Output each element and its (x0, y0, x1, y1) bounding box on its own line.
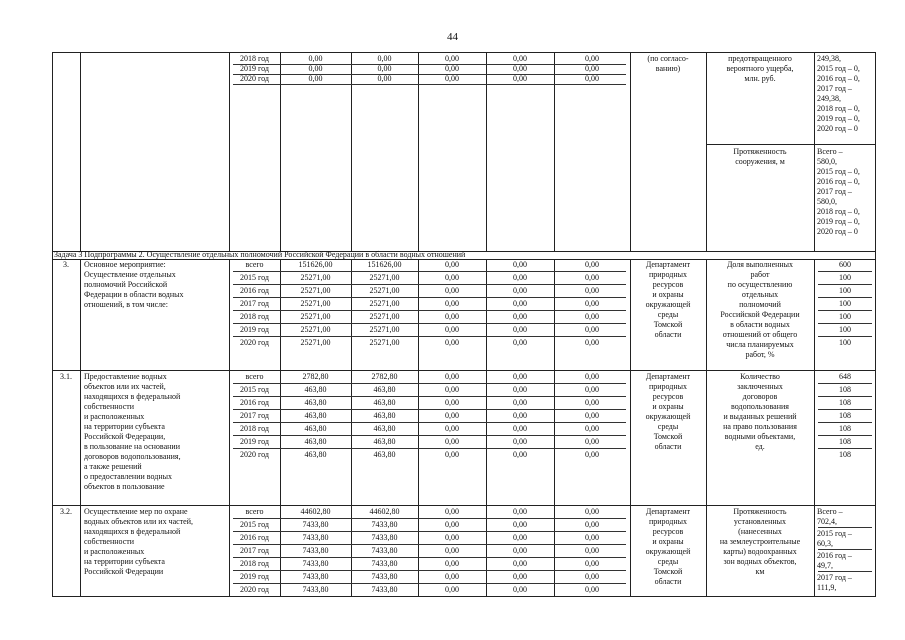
federal-amount: 463,80 (373, 385, 396, 394)
amount-cell: 0,00 (585, 286, 599, 295)
amount-cell: 0,00 (445, 338, 459, 347)
year-label: всего (245, 372, 264, 381)
federal-amount: 463,80 (373, 450, 396, 459)
sub-line (233, 435, 626, 436)
indicator-values: Всего – 580,0, 2015 год – 0, 2016 год – 0, 2017 год – 580,0, 2018 год – 0, 2019 год – 0, 2020 год – 0 (817, 147, 860, 236)
amount-cell: 0,00 (513, 325, 527, 334)
amount-cell: 0,00 (585, 312, 599, 321)
indicator-value: 108 (839, 398, 851, 407)
amount-cell: 0,00 (513, 312, 527, 321)
row-number: 3.2. (60, 507, 72, 516)
amount-cell: 0,00 (445, 325, 459, 334)
amount-cell: 0,00 (585, 398, 599, 407)
indicator-value: 100 (839, 325, 851, 334)
year-label: 2020 год (240, 74, 269, 83)
amount-cell: 0,00 (513, 338, 527, 347)
year-label: 2018 год (240, 312, 269, 321)
sub-line (818, 549, 872, 550)
sub-line (233, 84, 626, 85)
total-amount: 463,80 (304, 424, 327, 433)
total-amount: 7433,80 (302, 585, 329, 594)
sub-line (233, 557, 626, 558)
sub-line (233, 323, 626, 324)
indicator-value: 108 (839, 437, 851, 446)
amount-cell: 0,00 (445, 54, 459, 63)
federal-amount: 7433,80 (371, 585, 398, 594)
total-amount: 25271,00 (300, 338, 331, 347)
year-label: 2017 год (240, 299, 269, 308)
indicator-cell: предотвращенного вероятного ущерба, млн. руб. (726, 54, 794, 83)
federal-amount: 25271,00 (369, 325, 400, 334)
amount-cell: 0,00 (513, 520, 527, 529)
amount-cell: 0,00 (445, 424, 459, 433)
federal-amount: 25271,00 (369, 286, 400, 295)
year-label: 2020 год (240, 450, 269, 459)
amount-cell: 0,00 (445, 585, 459, 594)
sub-line (233, 396, 626, 397)
sub-line (233, 570, 626, 571)
amount-cell: 0,00 (513, 260, 527, 269)
amount-cell: 0,00 (513, 533, 527, 542)
total-amount: 463,80 (304, 398, 327, 407)
indicator-cell: Доля выполненных работ по осуществлению отдельных полномочий Российской Федерации в области водных отношений от общего числа планируемых работ, % (720, 260, 800, 359)
total-amount: 44602,80 (300, 507, 331, 516)
sub-line (818, 422, 872, 423)
amount-cell: 0,00 (513, 450, 527, 459)
federal-amount: 463,80 (373, 424, 396, 433)
executor-cell: Департамент природных ресурсов и охраны окружающей среды Томской области (645, 260, 691, 339)
sub-line (818, 323, 872, 324)
executor-cell: Департамент природных ресурсов и охраны окружающей среды Томской области (645, 507, 691, 586)
indicator-values: 249,38, 2015 год – 0, 2016 год – 0, 2017 год – 249,38, 2018 год – 0, 2019 год – 0, 2020 год – 0 (817, 54, 860, 133)
sub-line (233, 544, 626, 545)
indicator-cell: Количество заключенных договоров водопользования и выданных решений на право пользования водными объектами, ед. (723, 372, 797, 451)
amount-cell: 0,00 (377, 74, 392, 83)
amount-cell: 0,00 (445, 507, 459, 516)
row-number: 3. (63, 260, 69, 269)
indicator-value: 2015 год – 60,3, (817, 529, 852, 548)
indicator-value: 600 (839, 260, 851, 269)
amount-cell: 0,00 (445, 260, 459, 269)
year-label: 2015 год (240, 520, 269, 529)
executor-cell: Департамент природных ресурсов и охраны окружающей среды Томской области (645, 372, 691, 451)
col-divider (80, 52, 81, 251)
sub-line (233, 297, 626, 298)
amount-cell: 0,00 (585, 385, 599, 394)
year-label: 2019 год (240, 325, 269, 334)
amount-cell: 0,00 (513, 437, 527, 446)
total-amount: 7433,80 (302, 520, 329, 529)
sub-line (818, 396, 872, 397)
sub-line (818, 336, 872, 337)
total-amount: 25271,00 (300, 299, 331, 308)
federal-amount: 151626,00 (367, 260, 402, 269)
sub-line (818, 310, 872, 311)
year-label: 2016 год (240, 398, 269, 407)
sub-line (818, 571, 872, 572)
amount-cell: 0,00 (585, 520, 599, 529)
sub-line (818, 409, 872, 410)
amount-cell: 0,00 (445, 437, 459, 446)
amount-cell: 0,00 (585, 559, 599, 568)
col-divider (80, 259, 81, 597)
federal-amount: 463,80 (373, 398, 396, 407)
amount-cell: 0,00 (308, 64, 323, 73)
indicator-value: 108 (839, 450, 851, 459)
amount-cell: 0,00 (445, 546, 459, 555)
amount-cell: 0,00 (513, 546, 527, 555)
year-label: 2016 год (240, 286, 269, 295)
amount-cell: 0,00 (445, 273, 459, 282)
sub-line (233, 531, 626, 532)
amount-cell: 0,00 (585, 260, 599, 269)
amount-cell: 0,00 (445, 559, 459, 568)
indicator-cell: Протяженность сооружения, м (733, 147, 787, 166)
amount-cell: 0,00 (377, 64, 392, 73)
total-amount: 7433,80 (302, 572, 329, 581)
total-amount: 7433,80 (302, 533, 329, 542)
amount-cell: 0,00 (585, 325, 599, 334)
col-divider (630, 52, 631, 251)
federal-amount: 7433,80 (371, 546, 398, 555)
sub-line (233, 409, 626, 410)
indicator-value: 100 (839, 299, 851, 308)
indicator-value: 108 (839, 424, 851, 433)
sub-line (818, 284, 872, 285)
sub-line (818, 383, 872, 384)
amount-cell: 0,00 (585, 437, 599, 446)
sub-line (233, 383, 626, 384)
sub-line (818, 435, 872, 436)
year-label: всего (245, 507, 264, 516)
indicator-value: Всего – 702,4, (817, 507, 843, 526)
indicator-value: 2016 год – 49,7, (817, 551, 852, 570)
amount-cell: 0,00 (513, 507, 527, 516)
indicator-cell: Протяженность установленных (нанесенных на землеустроительные карты) водоохранных зон водных объектов, км (719, 507, 801, 576)
indicator-value: 108 (839, 385, 851, 394)
year-label: 2018 год (240, 559, 269, 568)
sub-line (233, 422, 626, 423)
federal-amount: 7433,80 (371, 533, 398, 542)
sub-line (233, 336, 626, 337)
amount-cell: 0,00 (585, 338, 599, 347)
row-divider (706, 144, 876, 145)
amount-cell: 0,00 (445, 64, 459, 73)
year-label: 2017 год (240, 546, 269, 555)
amount-cell: 0,00 (585, 546, 599, 555)
year-label: 2018 год (240, 54, 269, 63)
amount-cell: 0,00 (513, 74, 527, 83)
amount-cell: 0,00 (513, 398, 527, 407)
amount-cell: 0,00 (513, 411, 527, 420)
amount-cell: 0,00 (445, 398, 459, 407)
total-amount: 463,80 (304, 385, 327, 394)
federal-amount: 25271,00 (369, 338, 400, 347)
amount-cell: 0,00 (445, 450, 459, 459)
amount-cell: 0,00 (445, 372, 459, 381)
amount-cell: 0,00 (585, 572, 599, 581)
federal-amount: 463,80 (373, 411, 396, 420)
federal-amount: 44602,80 (369, 507, 400, 516)
federal-amount: 7433,80 (371, 572, 398, 581)
amount-cell: 0,00 (513, 585, 527, 594)
amount-cell: 0,00 (585, 64, 599, 73)
amount-cell: 0,00 (445, 572, 459, 581)
sub-line (818, 448, 872, 449)
amount-cell: 0,00 (445, 74, 459, 83)
amount-cell: 0,00 (585, 273, 599, 282)
sub-line (233, 284, 626, 285)
amount-cell: 0,00 (513, 286, 527, 295)
indicator-value: 648 (839, 372, 851, 381)
amount-cell: 0,00 (445, 411, 459, 420)
sub-line (233, 310, 626, 311)
federal-amount: 25271,00 (369, 273, 400, 282)
row-divider (52, 505, 876, 506)
amount-cell: 0,00 (585, 54, 599, 63)
amount-cell: 0,00 (513, 372, 527, 381)
amount-cell: 0,00 (513, 64, 527, 73)
row-number: 3.1. (60, 372, 72, 381)
amount-cell: 0,00 (445, 385, 459, 394)
year-label: 2016 год (240, 533, 269, 542)
measure-name: Предоставление водных объектов или их частей, находящихся в федеральной собственности и расположенных на территории субъекта Российской Федерации, в пользование на основании договоров водопользования, а также решений о предоставлении водных объектов в пользование (84, 372, 181, 491)
sub-line (233, 271, 626, 272)
amount-cell: 0,00 (585, 507, 599, 516)
amount-cell: 0,00 (585, 585, 599, 594)
indicator-value: 100 (839, 338, 851, 347)
amount-cell: 0,00 (513, 559, 527, 568)
indicator-value: 100 (839, 286, 851, 295)
amount-cell: 0,00 (445, 286, 459, 295)
measure-name: Основное мероприятие: Осуществление отдельных полномочий Российской Федерации в области водных отношений, в том числе: (84, 260, 184, 309)
amount-cell: 0,00 (585, 533, 599, 542)
amount-cell: 0,00 (585, 74, 599, 83)
amount-cell: 0,00 (513, 299, 527, 308)
amount-cell: 0,00 (445, 533, 459, 542)
task-header: Задача 3 Подпрограммы 2. Осуществление отдельных полномочий Российской Федерации в области водных отношений (54, 250, 466, 259)
sub-line (233, 518, 626, 519)
amount-cell: 0,00 (585, 299, 599, 308)
indicator-value: 108 (839, 411, 851, 420)
sub-line (818, 271, 872, 272)
indicator-value: 100 (839, 312, 851, 321)
amount-cell: 0,00 (445, 520, 459, 529)
federal-amount: 7433,80 (371, 559, 398, 568)
federal-amount: 25271,00 (369, 299, 400, 308)
year-label: 2015 год (240, 273, 269, 282)
total-amount: 151626,00 (298, 260, 333, 269)
amount-cell: 0,00 (445, 312, 459, 321)
federal-amount: 25271,00 (369, 312, 400, 321)
amount-cell: 0,00 (445, 299, 459, 308)
amount-cell: 0,00 (585, 372, 599, 381)
total-amount: 2782,80 (302, 372, 329, 381)
year-label: 2019 год (240, 64, 269, 73)
total-amount: 25271,00 (300, 312, 331, 321)
indicator-value: 100 (839, 273, 851, 282)
year-label: 2018 год (240, 424, 269, 433)
amount-cell: 0,00 (513, 385, 527, 394)
measure-name: Осуществление мер по охране водных объектов или их частей, находящихся в федеральной собственности и расположенных на территории субъекта Российской Федерации (84, 507, 194, 576)
indicator-value: 2017 год – 111,9, (817, 573, 852, 592)
total-amount: 463,80 (304, 437, 327, 446)
federal-amount: 7433,80 (371, 520, 398, 529)
federal-amount: 463,80 (373, 437, 396, 446)
sub-line (818, 527, 872, 528)
year-label: 2019 год (240, 572, 269, 581)
total-amount: 7433,80 (302, 559, 329, 568)
total-amount: 25271,00 (300, 325, 331, 334)
amount-cell: 0,00 (585, 411, 599, 420)
sub-line (233, 448, 626, 449)
total-amount: 463,80 (304, 411, 327, 420)
year-label: 2017 год (240, 411, 269, 420)
amount-cell: 0,00 (513, 424, 527, 433)
page-number: 44 (447, 31, 458, 43)
amount-cell: 0,00 (513, 273, 527, 282)
total-amount: 7433,80 (302, 546, 329, 555)
col-divider (814, 52, 815, 251)
amount-cell: 0,00 (585, 424, 599, 433)
federal-amount: 2782,80 (371, 372, 398, 381)
year-label: всего (245, 260, 264, 269)
year-label: 2019 год (240, 437, 269, 446)
amount-cell: 0,00 (585, 450, 599, 459)
total-amount: 25271,00 (300, 286, 331, 295)
amount-cell: 0,00 (308, 54, 323, 63)
amount-cell: 0,00 (513, 54, 527, 63)
row-divider (52, 370, 876, 371)
total-amount: 463,80 (304, 450, 327, 459)
year-label: 2020 год (240, 338, 269, 347)
total-amount: 25271,00 (300, 273, 331, 282)
amount-cell: 0,00 (513, 572, 527, 581)
amount-cell: 0,00 (377, 54, 392, 63)
amount-cell: 0,00 (308, 74, 323, 83)
year-label: 2020 год (240, 585, 269, 594)
executor-cell: (по согласо- ванию) (647, 54, 689, 73)
sub-line (818, 297, 872, 298)
sub-line (233, 583, 626, 584)
year-label: 2015 год (240, 385, 269, 394)
